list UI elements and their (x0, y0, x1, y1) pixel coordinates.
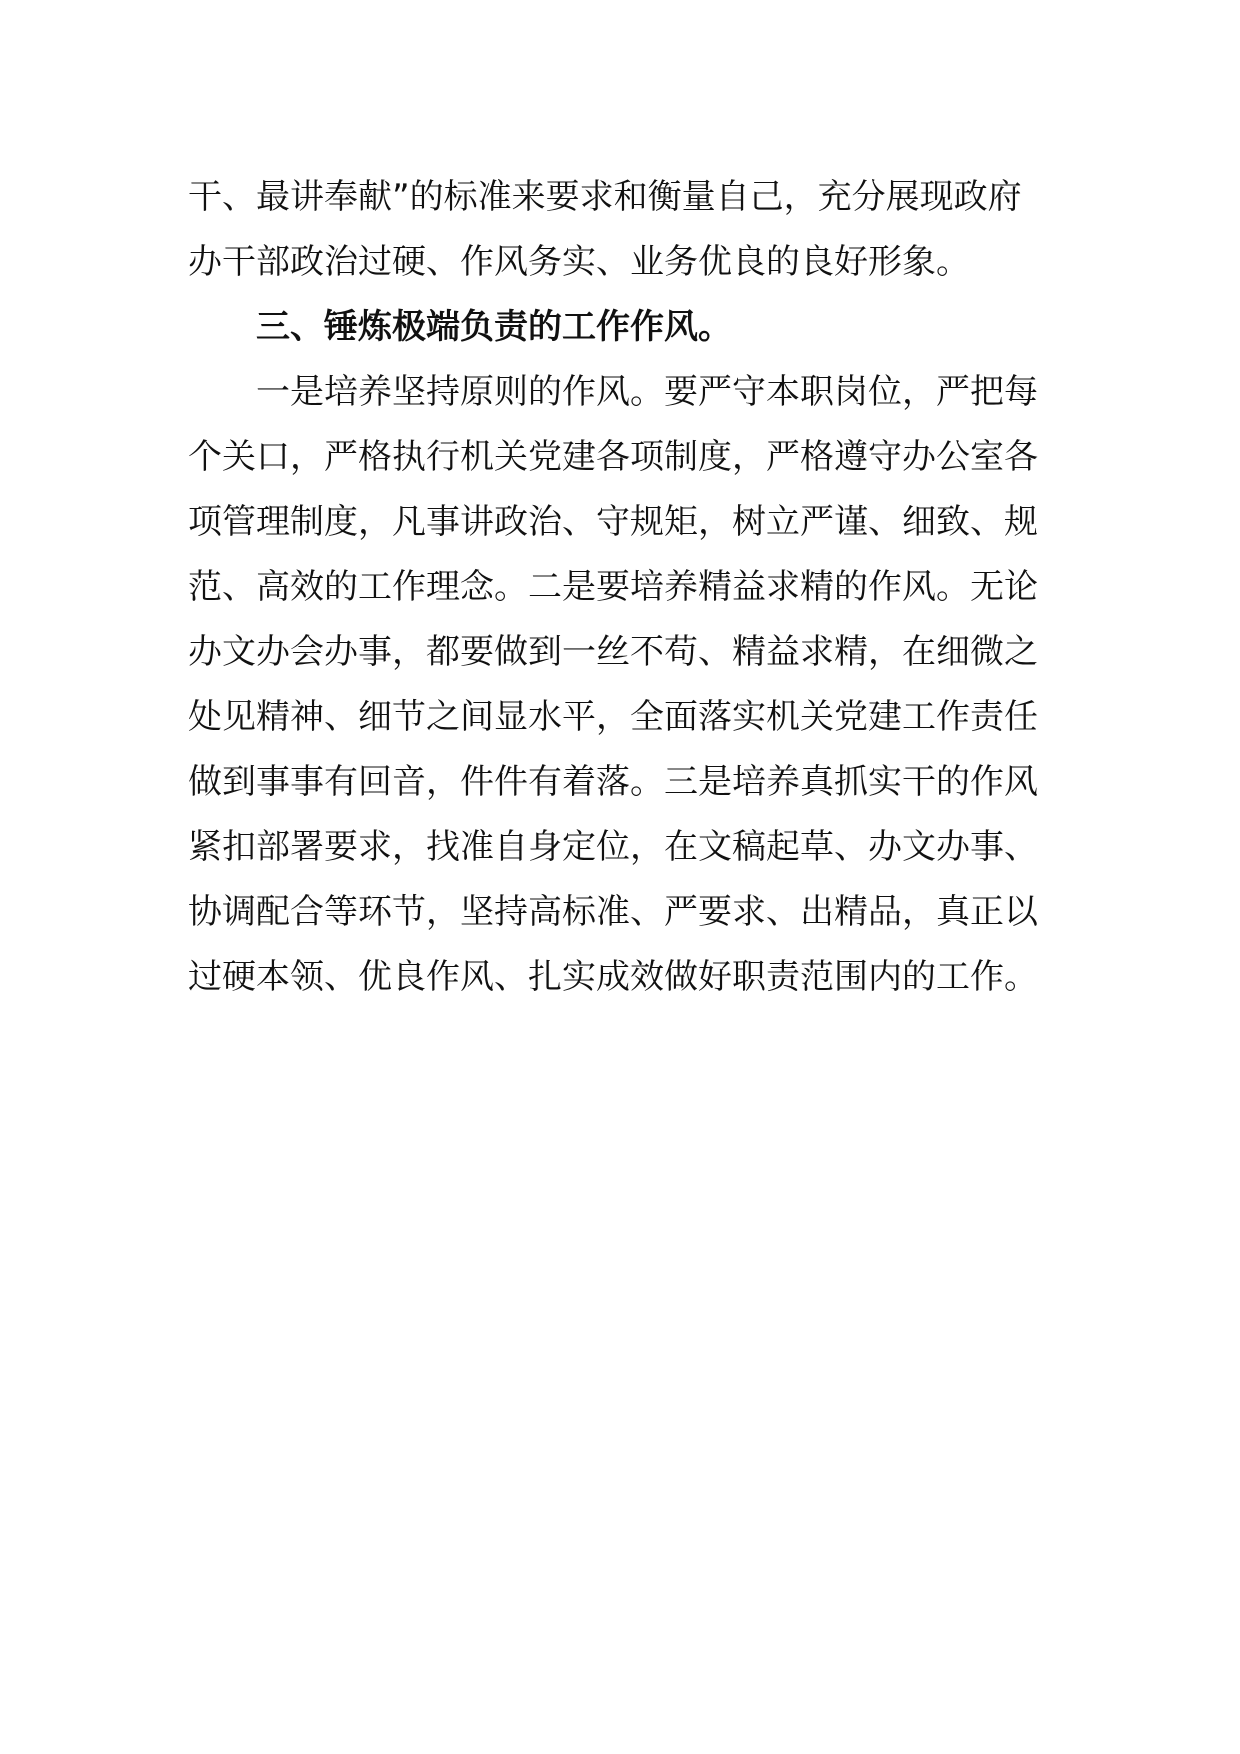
paragraph-line: 项管理制度，凡事讲政治、守规矩，树立严谨、细致、规 (188, 502, 1038, 542)
paragraph-line: 过硬本领、优良作风、扎实成效做好职责范围内的工作。 (188, 957, 1038, 997)
paragraph-line: 做到事事有回音，件件有着落。三是培养真抓实干的作风 (188, 762, 1038, 802)
paragraph-line: 办干部政治过硬、作风务实、业务优良的良好形象。 (188, 242, 970, 282)
paragraph-line: 个关口，严格执行机关党建各项制度，严格遵守办公室各 (188, 437, 1038, 477)
paragraph-line: 范、高效的工作理念。二是要培养精益求精的作风。无论 (188, 567, 1038, 607)
paragraph-line: 干、最讲奉献”的标准来要求和衡量自己，充分展现政府 (188, 177, 1022, 217)
paragraph-line: 一是培养坚持原则的作风。要严守本职岗位，严把每 (256, 372, 1038, 412)
paragraph-line: 办文办会办事，都要做到一丝不苟、精益求精，在细微之 (188, 632, 1038, 672)
body-text (188, 165, 1058, 1010)
paragraph-line: 协调配合等环节，坚持高标准、严要求、出精品，真正以 (188, 892, 1038, 932)
paragraph-line: 紧扣部署要求，找准自身定位，在文稿起草、办文办事、 (188, 827, 1038, 867)
section-heading: 三、锤炼极端负责的工作作风。 (256, 307, 732, 347)
paragraph-line: 处见精神、细节之间显水平，全面落实机关党建工作责任 (188, 697, 1038, 737)
